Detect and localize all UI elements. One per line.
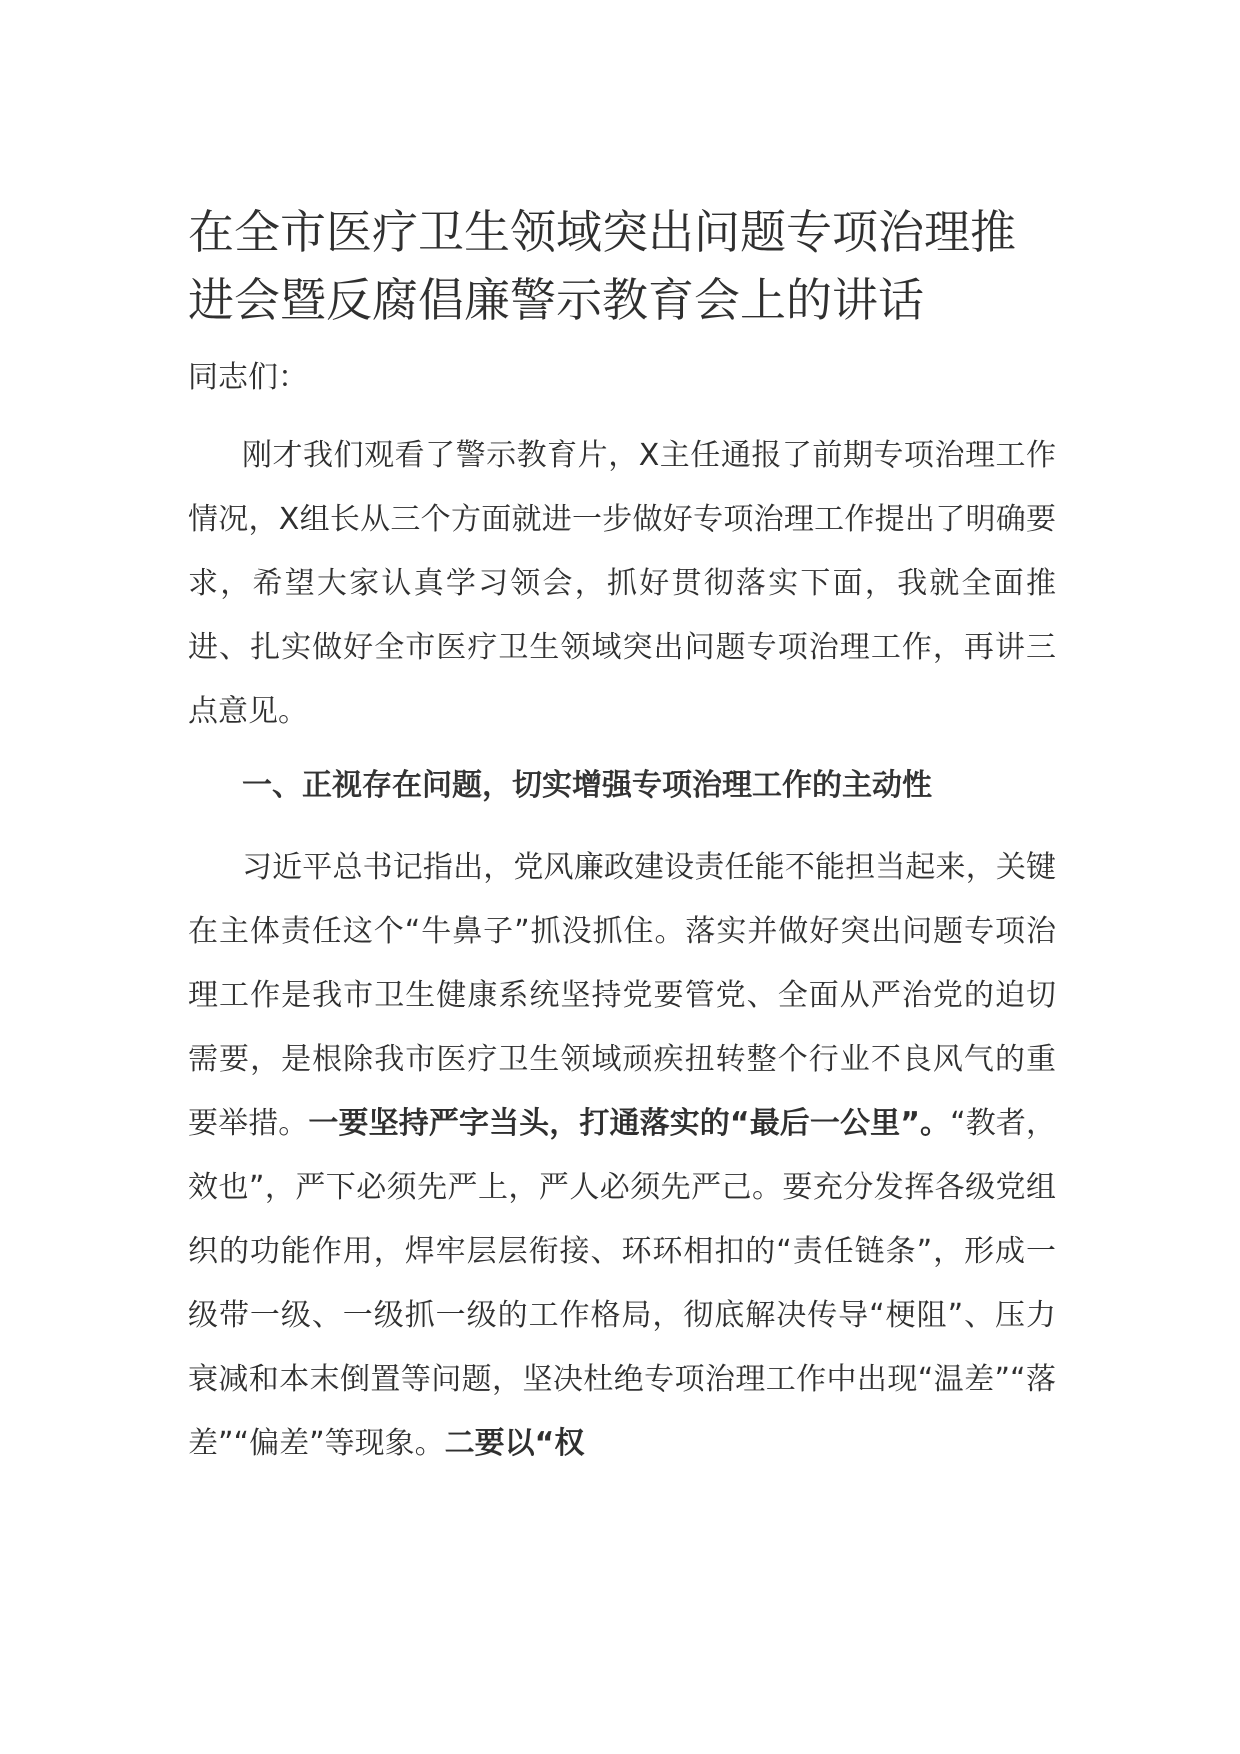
bold-emphasis-2: 二要以“权 (444, 1426, 585, 1461)
section-heading: 一、正视存在问题，切实增强专项治理工作的主动性 (242, 768, 932, 803)
section-paragraph (188, 836, 1056, 1476)
intro-paragraph: 刚才我们观看了警示教育片，X主任通报了前期专项治理工作情况，X组长从三个方面就进一步做好专项治理工作提出了明确要求，希望大家认真学习领会，抓好贯彻落实下面，我就全面推进、扎实做好全市医疗卫生领域突出问题专项治理工作，再讲三点意见。 (188, 438, 1056, 729)
document-title: 在全市医疗卫生领域突出问题专项治理推进会暨反腐倡廉警示教育会上的讲话 (188, 205, 1016, 327)
salutation: 同志们： (188, 360, 308, 395)
paragraph-text: 习近平总书记指出，党风廉政建设责任能不能担当起来，关键在主体责任这个“牛鼻子”抓没抓住。落实并做好突出问题专项治理工作是我市卫生健康系统坚持党要管党、全面从严治党的迫切需要，是根除我市医疗卫生领域顽疾扭转整个行业不良风气的重要举措。 (188, 850, 1056, 1141)
document-body (188, 198, 1068, 1476)
paragraph-text: “教者，效也”，严下必须先严上，严人必须先严己。要充分发挥各级党组织的功能作用，焊牢层层衔接、环环相扣的“责任链条”，形成一级带一级、一级抓一级的工作格局，彻底解决传导“梗阻”、压力衰减和本末倒置等问题，坚决杜绝专项治理工作中出现“温差”“落差”“偏差”等现象。 (188, 1106, 1057, 1461)
bold-emphasis-1: 一要坚持严字当头，打通落实的“最后一公里”。 (308, 1106, 951, 1141)
